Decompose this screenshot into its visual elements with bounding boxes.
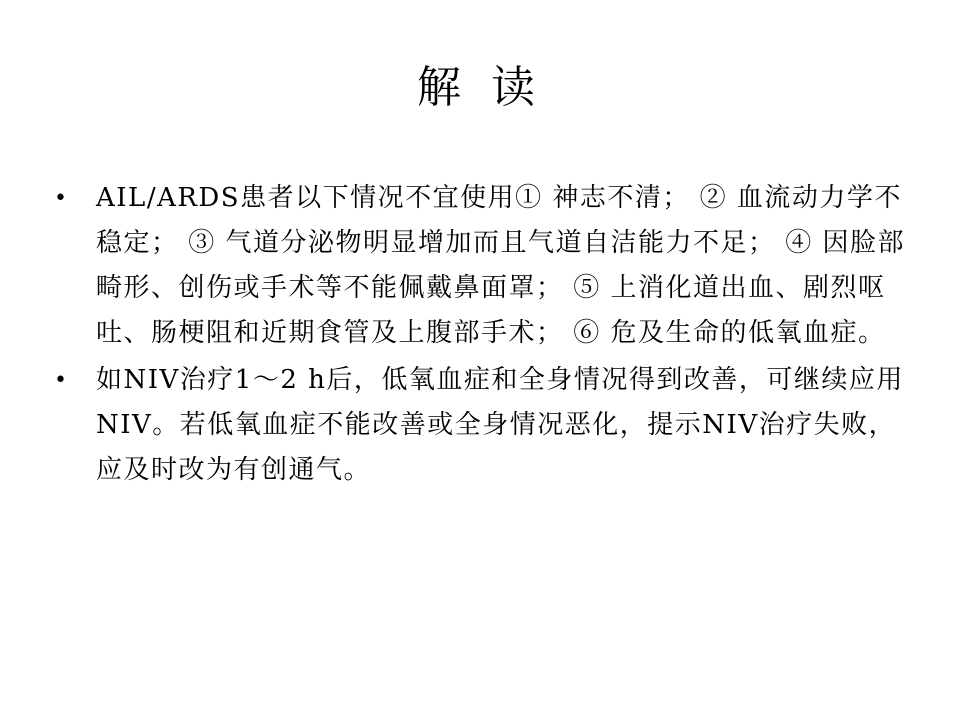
bullet-item-1 (52, 176, 912, 356)
bullet-list (52, 176, 912, 495)
bullet-text-1: AIL/ARDS患者以下情况不宜使用① 神志不清； ② 血流动力学不稳定； ③ 气道分泌物明显增加而且气道自洁能力不足； ④ 因脸部畸形、创伤或手术等不能佩戴鼻面罩； ⑤ 上消化道出血、剧烈呕吐、肠梗阻和近期食管及上腹部手术； ⑥ 危及生命的低氧血症。 (96, 183, 906, 348)
bullet-icon: • (54, 368, 69, 393)
bullet-text-2: 如NIV治疗1～2 h后，低氧血症和全身情况得到改善，可继续应用NIV。若低氧血症不能改善或全身情况恶化，提示NIV治疗失败，应及时改为有创通气。 (96, 365, 904, 485)
bullet-item-2 (52, 358, 912, 493)
slide-title: 解 读 (417, 62, 543, 113)
bullet-icon: • (54, 186, 69, 211)
